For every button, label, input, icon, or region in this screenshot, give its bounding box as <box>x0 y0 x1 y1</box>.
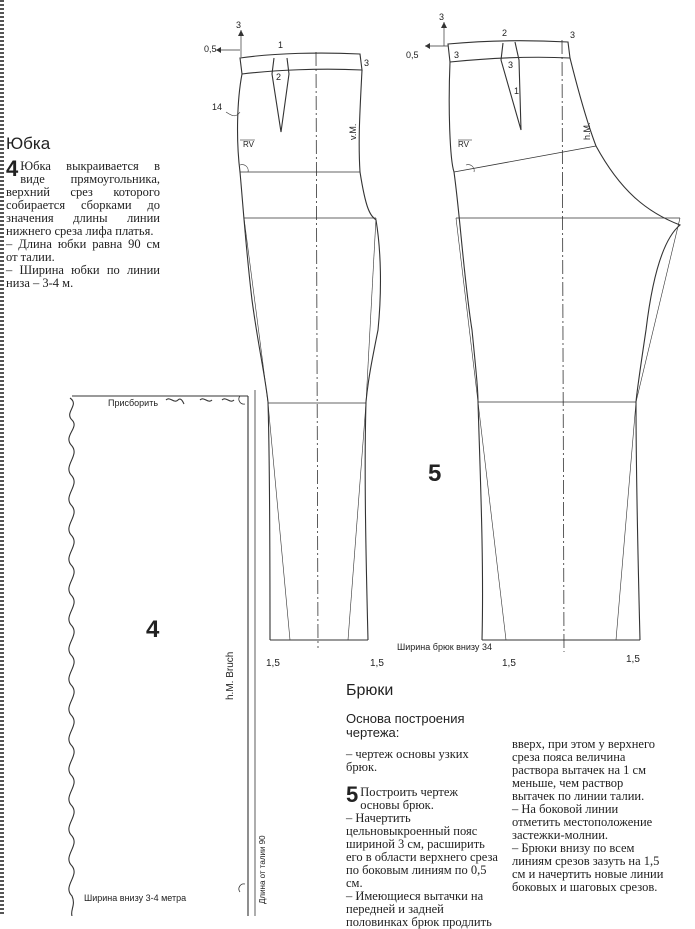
front-label-vm: v.M. <box>348 123 358 140</box>
front-waistband <box>240 53 362 74</box>
skirt-length-label: Длина от талии 90 <box>258 835 267 904</box>
front-label-hem-right: 1,5 <box>370 658 384 669</box>
front-dart <box>272 58 289 132</box>
skirt-note-length: – Длина юбки равна 90 см от талии. <box>6 237 160 264</box>
gather-mark-3 <box>222 399 234 401</box>
skirt-width-label: Ширина внизу 3-4 метра <box>84 893 187 903</box>
front-label-dart-top: 1 <box>278 40 284 50</box>
skirt-heading: Юбка <box>6 134 51 153</box>
trousers-col2-p1: вверх, при этом у верхнего среза пояса величина раствора вытачек на 1 см меньше, чем раствор вытачек по линии талии. <box>512 737 656 803</box>
front-inner-contour <box>359 70 380 640</box>
skirt-gathered-edge <box>69 398 74 916</box>
gather-label: Присборить <box>108 398 159 408</box>
back-label-rv: RV <box>458 140 469 149</box>
gather-mark-2 <box>200 399 212 401</box>
gather-mark-1 <box>166 399 184 404</box>
front-crease <box>316 52 318 648</box>
back-inner-contour <box>570 58 680 640</box>
trousers-intro: – чертеж основы узких брюк. <box>346 747 469 774</box>
front-label-waist-right: 3 <box>364 58 370 68</box>
trousers-step <box>346 782 498 812</box>
back-label-offset: 0,5 <box>406 50 419 60</box>
back-crease <box>562 40 564 652</box>
back-label-dart-inner2: 1 <box>514 86 520 96</box>
front-label-dart-inner: 2 <box>276 72 282 82</box>
trousers-col2-p2: – На боковой линии отметить местоположение застежки-молнии. <box>512 802 653 842</box>
back-label-waist-right: 3 <box>570 30 576 40</box>
trousers-col-1 <box>346 748 498 929</box>
back-label-waist-left: 3 <box>454 50 460 60</box>
back-waistband <box>448 41 570 62</box>
skirt-bruch-label: h.M. Bruch <box>225 651 236 700</box>
front-label-rv: RV <box>243 140 254 149</box>
back-label-dart-top: 2 <box>502 28 508 38</box>
trousers-subheading: Основа построения чертежа: <box>346 711 465 740</box>
skirt-figure-number: 4 <box>146 616 160 643</box>
trousers-col1-p1: – Начертить цельновыкроенный пояс шириной 3 см, расширить его в области верхнего среза по боковым линиям по 0,5 см. <box>346 811 498 890</box>
front-label-offset: 0,5 <box>204 44 217 54</box>
skirt-text-block <box>6 156 160 290</box>
trousers-col-2 <box>512 738 664 894</box>
trousers-figure-number: 5 <box>428 460 442 487</box>
back-label-dart-inner: 3 <box>508 60 514 70</box>
skirt-note-width: – Ширина юбки по линии низа – 3-4 м. <box>6 263 160 290</box>
trousers-step-number: 5 <box>346 782 359 807</box>
back-label-hm: h.M. <box>582 122 592 140</box>
trousers-width-label: Ширина брюк внизу 34 <box>397 642 492 652</box>
front-label-top: 3 <box>236 20 242 30</box>
front-label-hem-left: 1,5 <box>266 658 280 669</box>
skirt-step-number: 4 <box>6 156 19 181</box>
back-label-top: 3 <box>439 12 445 22</box>
trousers-col2-p3: – Брюки внизу по всем линиям срезов зазуть на 1,5 см и начертить новые линии боковых и шаговых срезов. <box>512 841 664 894</box>
front-label-side-length: 14 <box>212 102 223 112</box>
front-outer-contour <box>238 74 270 640</box>
trousers-heading: Брюки <box>346 682 394 699</box>
trousers-col1-p2: – Имеющиеся вытачки на передней и задней половинках брюк продлить <box>346 889 492 929</box>
back-label-hem-right: 1,5 <box>626 654 640 665</box>
skirt-paragraph: Юбка выкраивается в виде прямоугольника, верхний срез которого собирается сборками до значения длины линии нижнего среза лифа платья. <box>6 159 160 238</box>
back-label-hem-left: 1,5 <box>502 658 516 669</box>
trousers-step-lead: Построить чертеж основы брюк. <box>360 785 459 812</box>
